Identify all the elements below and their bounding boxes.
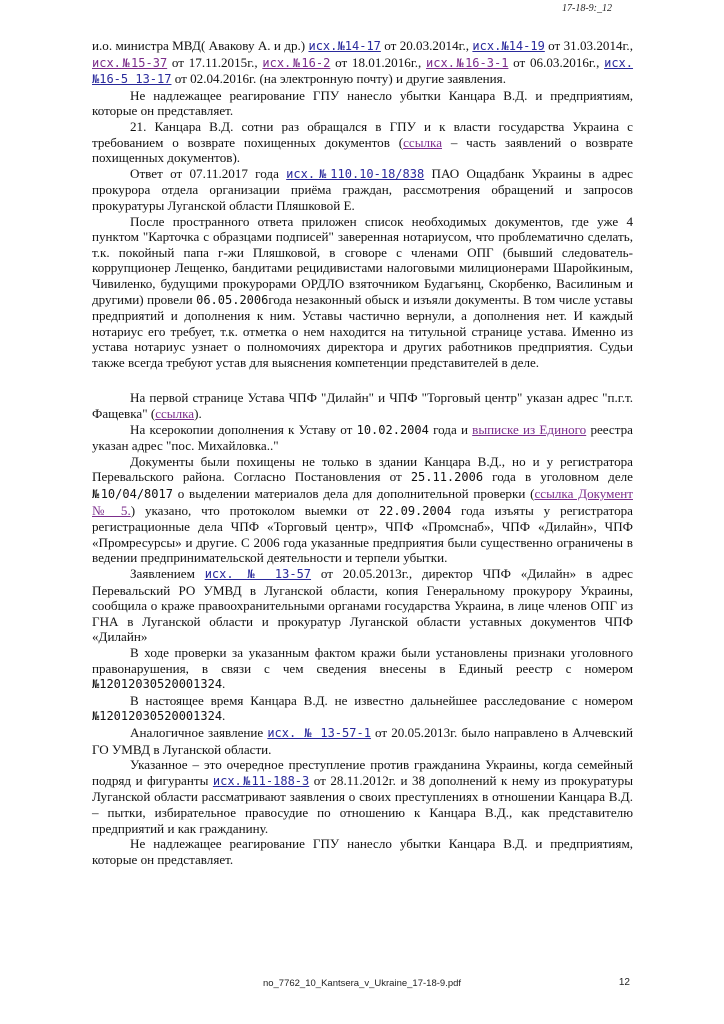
text-segment: года и xyxy=(428,421,473,437)
link-document-5[interactable]: ссылка Документ № 5. xyxy=(92,486,633,518)
date-value: 10.02.2004 xyxy=(356,422,429,437)
text-segment: – часть заявлений о возврате похищенных документов). xyxy=(92,134,633,166)
link-reference[interactable]: ссылка xyxy=(155,406,195,422)
text-segment: от 17.11.2015г., xyxy=(167,54,263,70)
link-ref-16-5-13-17[interactable]: исх.№16-5 13-17 xyxy=(92,55,634,87)
link-ref-16-3-1[interactable]: исх.№16-3-1 xyxy=(426,55,509,70)
document-reference-header: 17-18-9:_12 xyxy=(562,3,612,14)
text-segment: от 20.05.2013г. было направлено в Алчевский ГО УМВД в Луганской области. xyxy=(92,724,633,757)
paragraph-gap xyxy=(92,370,633,390)
text-segment: . xyxy=(222,708,226,724)
paragraph-12 xyxy=(92,725,633,757)
text-segment: На ксерокопии дополнения к Уставу от xyxy=(130,421,357,437)
date-value: 22.09.2004 xyxy=(378,503,452,518)
registry-number: №12012030520001324 xyxy=(92,709,223,724)
text-segment: На первой странице Устава ЧПФ "Дилайн" и ЧПФ "Торговый центр" указан адрес "п.г.т. Фащевка" ( xyxy=(92,390,633,422)
text-segment: ) указано, что протоколом выемки от xyxy=(130,502,379,518)
paragraph-7 xyxy=(92,422,633,454)
text-segment: 21. Канцара В.Д. сотни раз обращался в ГПУ и к власти государства Украина с требованием о возврате похищенных документов ( xyxy=(92,118,633,150)
paragraph-8 xyxy=(92,454,633,566)
link-ref-13-57[interactable]: исх. № 13-57 xyxy=(204,567,312,581)
link-ref-14-19[interactable]: исх.№14-19 xyxy=(472,39,545,53)
text-segment: года в уголовном деле xyxy=(483,469,633,485)
text-segment: от 02.04.2016г. (на электронную почту) и другие заявления. xyxy=(171,71,506,87)
text-segment: Указанное – это очередное преступление против гражданина Украины, когда семейный подряд и фигуранты xyxy=(92,757,633,788)
paragraph-3 xyxy=(92,119,633,166)
text-segment: . xyxy=(222,676,226,692)
text-segment: от 06.03.2016г., xyxy=(508,54,605,70)
text-segment: Аналогичное заявление xyxy=(130,724,268,740)
text-segment: ПАО Ощадбанк Украины в адрес прокурора отдела организации приёма граждан, рассмотрения обращений и запросов прокуратуры Луганской области Пляшковой Е. xyxy=(92,165,633,213)
text-segment: от 20.03.2014г., xyxy=(380,38,473,53)
text-segment: Заявлением xyxy=(130,566,205,581)
paragraph-11 xyxy=(92,693,633,725)
link-ref-13-57-1[interactable]: исх. № 13-57-1 xyxy=(267,725,371,740)
paragraph-5 xyxy=(92,214,633,371)
date-value: 25.11.2006 xyxy=(410,470,484,485)
link-ref-16-2[interactable]: исх.№16-2 xyxy=(262,55,331,70)
text-segment: Документы были похищены не только в здании Канцара В.Д., но и у регистратора Перевальского района. Согласно Постановления от xyxy=(92,453,633,485)
page-number: 12 xyxy=(618,977,630,988)
link-ref-15-37[interactable]: исх.№15-37 xyxy=(92,55,168,70)
case-number: №10/04/8017 xyxy=(92,487,173,502)
paragraph-6 xyxy=(92,390,633,421)
link-reference[interactable]: ссылка xyxy=(403,134,443,150)
text-segment: от 28.11.2012г. и 38 дополнений к нему из прокуратуры Луганской области рассматривают заявления о своих преступлениях в отношении Канцара В.Д. – пытки, избирательное правосудие по отношению к Канцара В.Д., как представителю предприятий и как гражданину. xyxy=(92,772,633,836)
paragraph-10 xyxy=(92,645,633,693)
text-segment: После пространного ответа приложен список необходимых документов, где уже 4 пунктом "Карточка с образцами подписей" заверенная нотариусом, что проблематично сделать, т.к. покойный папа г-жи Пляшковой, в сговоре с членами ОПГ (бывший следователь-коррупционер Лещенко, бандитами рецидивистами налоговыми милиционерами Шаройкиным, Чивиленко, будущими прокурорами ОРДЛО взяточником Будагьянц, Скорбенко, Василиным и другими) провели xyxy=(92,213,633,307)
link-register-extract[interactable]: выписке из Единого xyxy=(472,421,587,437)
text-segment: В настоящее время Канцара В.Д. не известно дальнейшее расследование с номером xyxy=(130,692,633,708)
paragraph-9 xyxy=(92,566,633,645)
text-segment: года изъяты у регистратора регистрационные дела ЧПФ «Торговый центр», ЧПФ «Промснаб», ЧПФ «Дилайн», ЧПФ «Промресурсы» и другие. С 2006 года указанные предприятия были существенно ограничены в ведении предпринимательской деятельности и терпели убытки. xyxy=(92,502,633,566)
link-ref-110-10-18-838[interactable]: исх.№110.10-18/838 xyxy=(286,166,425,181)
paragraph-2: Не надлежащее реагирование ГПУ нанесло убытки Канцара В.Д. и предприятиям, которые он представляет. xyxy=(92,87,633,119)
text-segment: ). xyxy=(194,406,202,422)
paragraph-14: Не надлежащее реагирование ГПУ нанесло убытки Канцара В.Д. и предприятиям, которые он представляет. xyxy=(92,836,633,867)
text-segment: Ответ от 07.11.2017 года xyxy=(130,165,287,181)
text-segment: года незаконный обыск и изъяли документы. В том числе уставы предприятий и дополнения к ним. Уставы частично вернули, а дополнения нет. И каждый нотариус его требует, т.к. отметка о нем находится на титульной странице устава. Именно из устава нотариус узнает о полномочиях директора и других работников предприятия. Судьи также всегда требуют устав для выяснения компетенции представителей в деле. xyxy=(92,291,633,370)
paragraph-1 xyxy=(92,38,633,88)
date-value: 06.05.2006 xyxy=(196,292,269,307)
link-ref-11-188-3[interactable]: исх.№11-188-3 xyxy=(212,773,310,788)
text-segment: и.о. министра МВД( Авакову А. и др.) xyxy=(92,38,309,53)
document-body xyxy=(92,38,633,867)
link-ref-14-17[interactable]: исх.№14-17 xyxy=(308,39,381,53)
text-segment: В ходе проверки за указанным фактом кражи были установлены признаки уголовного правонарушения, в связи с чем сведения внесены в Единый реестр с номером xyxy=(92,644,633,676)
text-segment: о выделении материалов дела для дополнительной проверки ( xyxy=(172,486,535,502)
paragraph-4 xyxy=(92,166,633,214)
registry-number: №12012030520001324 xyxy=(92,677,223,692)
text-segment: от 18.01.2016г., xyxy=(330,54,427,70)
paragraph-13 xyxy=(92,757,633,836)
text-segment: реестра указан адрес "пос. Михайловка.." xyxy=(92,421,633,454)
footer-filename: no_7762_10_Kantsera_v_Ukraine_17-18-9.pdf xyxy=(262,978,462,989)
text-segment: от 31.03.2014г., xyxy=(544,38,633,53)
text-segment: от 20.05.2013г., директор ЧПФ «Дилайн» в адрес Перевальский РО УМВД в Луганской области, копия Генеральному прокурору Украины, сообщила о краже правоохранительными органами государства Украина, в лице членов ОПГ из ГНА в Луганской области и прокуратур Луганской области уставных документов ЧПФ «Дилайн» xyxy=(92,566,633,645)
